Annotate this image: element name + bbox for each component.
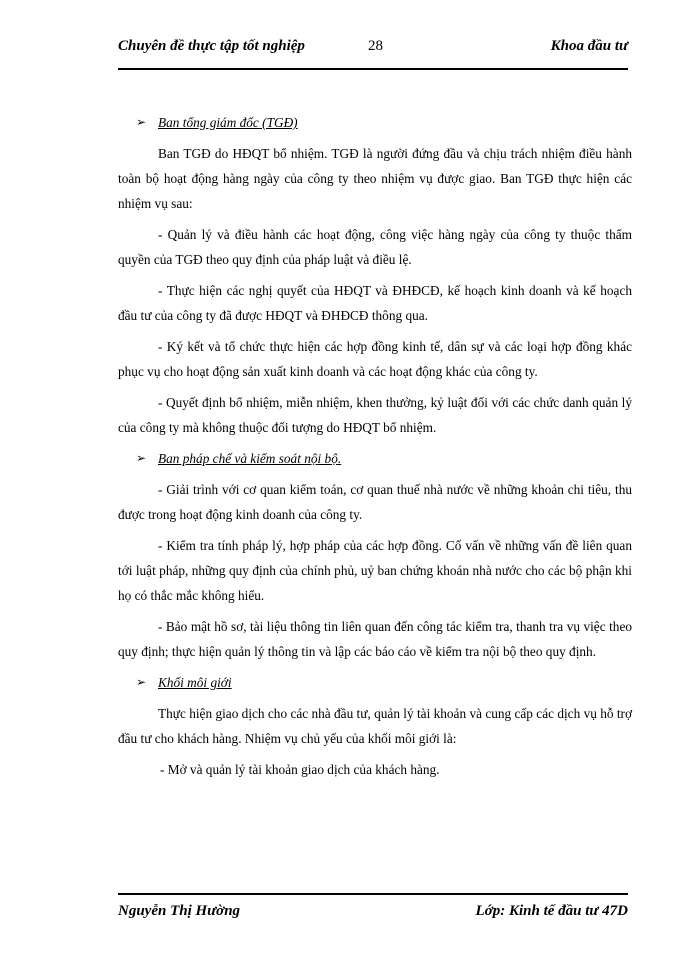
header-rule (118, 68, 628, 70)
section-heading-text: Ban pháp chế và kiểm soát nội bộ. (158, 451, 342, 466)
section-heading-text: Khối môi giới (158, 675, 232, 690)
footer-class: Lớp: Kinh tế đầu tư 47D (475, 903, 628, 919)
footer-rule (118, 893, 628, 895)
paragraph: - Ký kết và tổ chức thực hiện các hợp đồng kinh tế, dân sự và các loại hợp đồng khác phục vụ cho hoạt động sản xuất kinh doanh và các hoạt động khác của công ty. (118, 339, 632, 379)
paragraph: - Quyết định bổ nhiệm, miễn nhiệm, khen thưởng, kỷ luật đối với các chức danh quản lý của công ty mà không thuộc đối tượng do HĐQT bổ nhiệm. (118, 395, 632, 435)
document-body (118, 110, 632, 788)
header-title: Chuyên đề thực tập tốt nghiệp (118, 38, 305, 54)
arrow-bullet-icon: ➢ (136, 115, 147, 129)
arrow-bullet-icon: ➢ (136, 675, 147, 689)
list-item: - Mở và quản lý tài khoản giao dịch của khách hàng. (160, 762, 440, 777)
page-number: 28 (368, 38, 383, 54)
paragraph: - Quản lý và điều hành các hoạt động, công việc hàng ngày của công ty thuộc thẩm quyền của TGĐ theo quy định của pháp luật và điều lệ. (118, 227, 632, 267)
footer-author: Nguyễn Thị Hường (118, 903, 241, 919)
paragraph: Thực hiện giao dịch cho các nhà đầu tư, quản lý tài khoản và cung cấp các dịch vụ hỗ trợ đầu tư cho khách hàng. Nhiệm vụ chủ yếu của khối môi giới là: (118, 706, 632, 746)
paragraph: Ban TGĐ do HĐQT bổ nhiệm. TGĐ là người đứng đầu và chịu trách nhiệm điều hành toàn bộ hoạt động hàng ngày của công ty theo nhiệm vụ được giao. Ban TGĐ thực hiện các nhiệm vụ sau: (118, 146, 632, 211)
page-header (118, 38, 628, 62)
section-heading-moi-gioi (118, 670, 632, 695)
paragraph: - Thực hiện các nghị quyết của HĐQT và ĐHĐCĐ, kế hoạch kinh doanh và kế hoạch đầu tư của công ty đã được HĐQT và ĐHĐCĐ thông qua. (118, 283, 632, 323)
section-heading-phap-che (118, 446, 632, 471)
paragraph: - Giải trình với cơ quan kiểm toán, cơ quan thuế nhà nước về những khoản chi tiêu, thu được trong hoạt động kinh doanh của công ty. (118, 482, 632, 522)
paragraph: - Bảo mật hồ sơ, tài liệu thông tin liên quan đến công tác kiểm tra, thanh tra vụ việc theo quy định; thực hiện quản lý thông tin và lập các báo cáo về kiểm tra nội bộ theo quy định. (118, 619, 632, 659)
header-department: Khoa đầu tư (550, 38, 628, 54)
arrow-bullet-icon: ➢ (136, 451, 147, 465)
section-heading-tgd (118, 110, 632, 135)
paragraph: - Kiểm tra tính pháp lý, hợp pháp của các hợp đồng. Cố vấn về những vấn đề liên quan tới luật pháp, những quy định của chính phủ, uỷ ban chứng khoán nhà nước cho các bộ phận khi họ có thắc mắc không hiểu. (118, 538, 632, 603)
section-heading-text: Ban tổng giám đốc (TGĐ) (158, 115, 298, 130)
